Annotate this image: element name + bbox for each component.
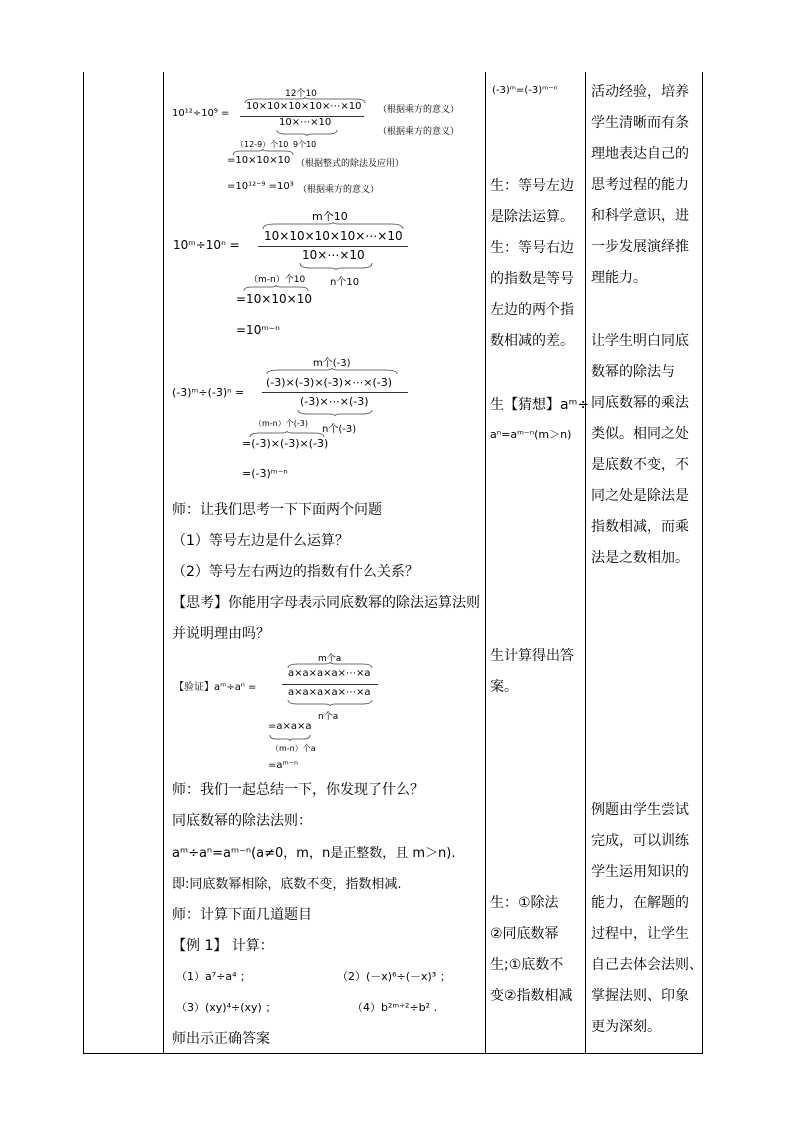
expression-step: =10×10×10: [236, 292, 312, 306]
brace-label: n个(-3): [322, 424, 357, 435]
brace-label: （m-n）个a: [271, 744, 316, 753]
exercise-3: （3）(xy)⁴÷(xy) ；: [176, 1001, 277, 1014]
annotation: （根据乘方的意义）: [298, 185, 380, 195]
brace-label: m个(-3): [313, 358, 351, 369]
verification-lhs: 【验证】aᵐ÷aⁿ =: [174, 682, 257, 693]
rule-title: 同底数幂的除法法则：: [172, 813, 312, 829]
underbrace: [298, 410, 372, 416]
thinking-prompt-cont: 并说明理由吗？: [172, 626, 270, 642]
fraction-denominator: 10×⋯×10: [279, 117, 332, 128]
annotation: （根据整式的除法及应用）: [296, 159, 405, 169]
student-answer-3: 生：①除法 ②同底数幂 生;①底数不 变②指数相减: [490, 895, 573, 1004]
teacher-answer: 师出示正确答案: [172, 1031, 270, 1047]
table-border-bottom: [83, 1053, 703, 1054]
brace-label: （m-n）个(-3): [254, 419, 308, 428]
table-border-left: [83, 72, 84, 1053]
underbrace: [300, 263, 372, 270]
fraction-numerator: 10×10×10×10×⋯×10: [264, 229, 403, 243]
expression-lhs: (-3)ᵐ÷(-3)ⁿ =: [172, 386, 245, 399]
expression-step: =(-3)×(-3)×(-3): [242, 437, 329, 450]
brace-label: m个10: [312, 210, 348, 223]
table-divider-1: [163, 72, 164, 1053]
student-answer-1: 生：等号左边 是除法运算。 生：等号右边 的指数是等号 左边的两个指 数相减的差。: [490, 178, 574, 349]
fraction-numerator: (-3)×(-3)×(-3)×⋯×(-3): [266, 376, 393, 389]
underbrace: [288, 700, 372, 706]
brace-label: 9个10: [293, 140, 317, 149]
expression-lhs: 10ᵐ÷10ⁿ =: [173, 238, 240, 252]
table-divider-3: [585, 72, 586, 1053]
purpose-1: 活动经验，培养 学生清晰而有条 理地表达自己的 思考过程的能力 和科学意识，进 一步发展演绎推 理能力。: [591, 84, 689, 286]
fraction-denominator: a×a×a×a×⋯×a: [288, 687, 371, 698]
expression-step: =10×10×10: [227, 155, 291, 166]
annotation: （根据乘方的意义）: [378, 105, 460, 115]
question-2: （2）等号左右两边的指数有什么关系？: [172, 564, 419, 580]
fraction-denominator: (-3)×⋯×(-3): [300, 395, 369, 408]
example-heading: 【例 1】 计算：: [172, 938, 274, 954]
fraction-bar: [258, 246, 408, 247]
brace-label: n个a: [318, 712, 339, 722]
fraction-denominator: 10×⋯×10: [302, 248, 365, 262]
verification-step: =aᵐ⁻ⁿ: [268, 760, 298, 771]
exercise-4: （4）b²ᵐ⁺²÷b² .: [352, 1001, 438, 1014]
underbrace: [277, 130, 337, 136]
expression-lhs: 10¹²÷10⁹ =: [172, 108, 230, 119]
rule-statement: 即:同底数幂相除，底数不变，指数相减.: [172, 877, 402, 892]
brace-label: n个10: [330, 277, 360, 288]
expression-step: =(-3)ᵐ⁻ⁿ: [242, 467, 288, 480]
underbrace: [244, 285, 308, 291]
question-1: （1）等号左边是什么运算？: [172, 533, 349, 549]
fraction-bar: [262, 392, 408, 393]
fraction-bar: [282, 684, 378, 685]
teacher-prompt: 师：计算下面几道题目: [172, 907, 312, 923]
brace-label: （12-9）个10: [236, 140, 289, 149]
thinking-prompt: 【思考】你能用字母表示同底数幂的除法运算法则: [172, 595, 480, 611]
purpose-2: 让学生明白同底 数幂的除法与 同底数幂的乘法 类似。相同之处 是底数不变，不 同之处是除法是 指数相减，而乘 法是之数相加。: [591, 333, 689, 566]
student-guess: 生【猜想】aᵐ÷ aⁿ=aᵐ⁻ⁿ(m＞n): [490, 397, 590, 441]
expression-step: =10¹²⁻⁹ =10³: [227, 181, 294, 192]
table-divider-2: [485, 72, 486, 1053]
expression-step: =10ᵐ⁻ⁿ: [236, 323, 280, 337]
student-answer-2: 生计算得出答 案。: [490, 648, 574, 695]
exercise-2: （2）(－x)⁶÷(－x)³ ；: [337, 970, 451, 983]
verification-step: =a×a×a: [268, 721, 312, 732]
student-formula: (-3)ᵐ=(-3)ᵐ⁻ⁿ: [492, 85, 558, 96]
underbrace: [270, 735, 310, 741]
brace-label: （m-n）个10: [249, 275, 306, 285]
teacher-summary: 师：我们一起总结一下，你发现了什么？: [172, 782, 424, 798]
fraction-numerator: a×a×a×a×⋯×a: [288, 668, 371, 679]
fraction-numerator: 10×10×10×10×⋯×10: [246, 101, 362, 112]
overbrace: [267, 368, 397, 374]
purpose-3: 例题由学生尝试 完成，可以训练 学生运用知识的 能力，在解题的 过程中，让学生 自己去体会法则、 掌握法则、印象 更为深刻。: [591, 802, 703, 1035]
overbrace: [263, 222, 403, 229]
teacher-prompt: 师：让我们思考一下下面两个问题: [172, 502, 382, 518]
rule-formula: aᵐ÷aⁿ=aᵐ⁻ⁿ(a≠0，m，n是正整数，且 m＞n).: [172, 846, 456, 861]
brace-label: m个a: [318, 654, 342, 664]
annotation: （根据乘方的意义）: [378, 127, 460, 137]
brace-label: 12个10: [285, 89, 317, 99]
exercise-1: （1）a⁷÷a⁴ ；: [176, 970, 252, 983]
